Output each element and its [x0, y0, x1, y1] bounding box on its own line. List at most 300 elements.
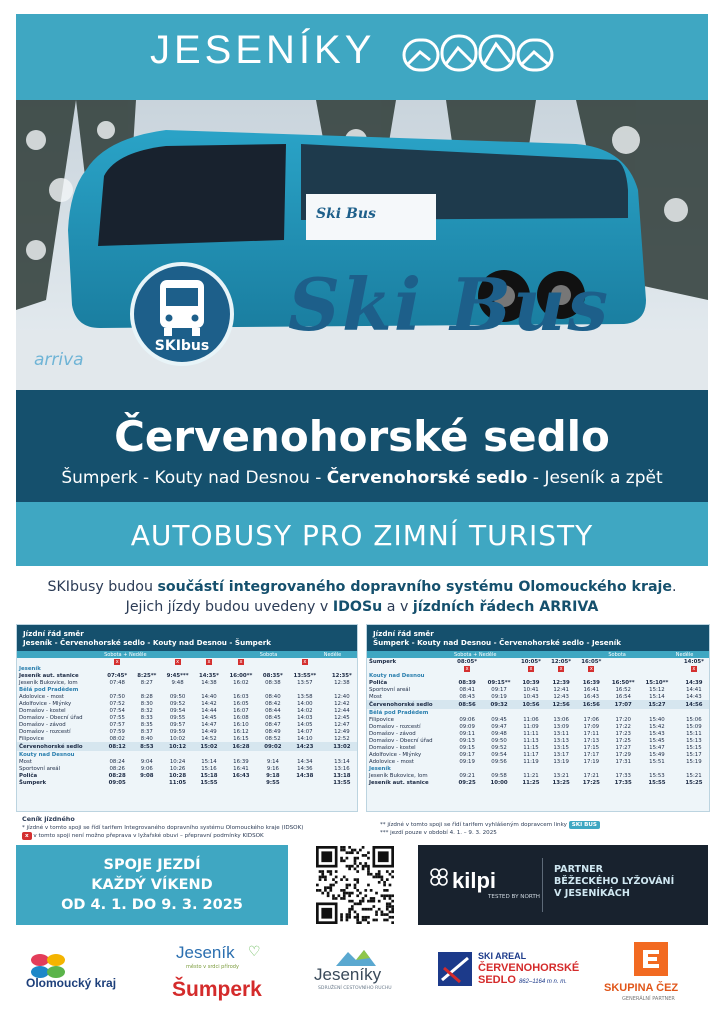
- departure-time: [640, 709, 674, 716]
- stop-name: Jeseník: [19, 665, 41, 672]
- departure-time: [132, 751, 161, 758]
- qr-cell: [356, 878, 359, 881]
- no-ski-boots-icon: x: [176, 658, 180, 665]
- stop-name: Adolovice - most: [19, 693, 64, 700]
- qr-cell: [386, 905, 389, 908]
- stop-name: Šumperk: [19, 779, 47, 786]
- departure-time: 09:09: [459, 723, 475, 730]
- qr-cell: [340, 857, 343, 860]
- qr-cell: [389, 897, 392, 900]
- departure-time: 14:34: [297, 758, 313, 765]
- departure-time: [132, 686, 161, 693]
- intro-b1: součástí integrovaného dopravního systému Olomouckého kraje: [157, 579, 673, 595]
- departure-time: 11:15: [523, 744, 539, 751]
- departure-time: 15:15: [686, 744, 702, 751]
- departure-time: 14:45: [201, 714, 217, 721]
- departure-time: 09:55: [169, 714, 186, 721]
- ski-bus-tag: SKI BUS: [569, 821, 600, 829]
- qr-cell: [386, 889, 389, 892]
- qr-cell: [351, 908, 354, 911]
- stop-name: Domašov - závod: [369, 730, 416, 737]
- departure-time: [576, 665, 606, 672]
- qr-cell: [359, 900, 362, 903]
- qr-cell: [362, 919, 365, 922]
- arriva-logo: arriva: [34, 350, 84, 370]
- departure-time: 16:39: [582, 679, 600, 686]
- qr-cell: [354, 902, 357, 905]
- departure-time: 17:11: [583, 730, 600, 737]
- departure-time: 10:26: [169, 765, 186, 772]
- qr-cell: [346, 851, 349, 854]
- departure-time: 09:54: [169, 707, 186, 714]
- jeseniky-mountain-icon: [336, 948, 376, 966]
- qr-cell: [351, 851, 354, 854]
- departure-time: 15:53: [649, 772, 665, 779]
- qr-cell: [346, 886, 349, 889]
- qr-cell: [375, 876, 378, 879]
- departure-time: [224, 658, 258, 665]
- departure-time: 15:06: [686, 716, 702, 723]
- departure-time: 08:39: [458, 679, 476, 686]
- stop-name: Domašov - Obecní úřad: [369, 737, 433, 744]
- departure-time: 8:30: [140, 700, 153, 707]
- departure-time: 9:45***: [166, 672, 189, 679]
- jesenik-tagline: město v srdci přírody: [186, 964, 239, 970]
- qr-cell: [367, 868, 370, 871]
- ttl-days-cell: Sobota + Neděle: [102, 651, 258, 658]
- qr-cell: [362, 908, 365, 911]
- weekend-line-2: KAŽDÝ VÍKEND: [91, 877, 213, 893]
- table-row: [17, 779, 357, 786]
- qr-cell: [364, 865, 367, 868]
- qr-cell: [340, 849, 343, 852]
- departure-time: 11:09: [523, 723, 539, 730]
- departure-time: 11:25: [522, 779, 540, 786]
- departure-time: [288, 658, 322, 665]
- qr-cell: [354, 857, 357, 860]
- departure-time: [606, 765, 640, 772]
- qr-cell: [372, 897, 375, 900]
- stop-name: Filipovice: [19, 735, 44, 742]
- departure-time: [327, 686, 357, 693]
- no-ski-boots-icon: x: [22, 832, 32, 840]
- qr-cell: [381, 878, 384, 881]
- departure-time: 16:05: [233, 700, 249, 707]
- qr-cell: [340, 859, 343, 862]
- qr-cell: [319, 876, 322, 879]
- sumperk-logo: Šumperk: [172, 978, 262, 1001]
- departure-time: 16:52: [615, 686, 631, 693]
- departure-time: 09:06: [459, 716, 475, 723]
- qr-cell: [389, 894, 392, 897]
- route-part-b: Červenohorské sedlo: [326, 468, 528, 488]
- departure-time: [516, 709, 546, 716]
- departure-time: 14:47: [201, 721, 217, 728]
- departure-time: 09:02: [258, 742, 288, 751]
- departure-time: 14:05: [297, 721, 313, 728]
- ski-areal-sedlo: SEDLO: [478, 974, 516, 986]
- qr-cell: [391, 876, 394, 879]
- departure-time: 09:59: [169, 728, 186, 735]
- fare-notes: [22, 815, 422, 840]
- qr-cell: [343, 897, 346, 900]
- departure-time: 13:09: [553, 723, 569, 730]
- ski-areal-altitude: 862–1164 m n. m.: [518, 979, 567, 985]
- qr-cell: [338, 894, 341, 897]
- departure-time: 08:05*: [457, 658, 478, 665]
- departure-time: [224, 665, 258, 672]
- departure-time: 14:23: [288, 742, 322, 751]
- stop-name: Bělá pod Pradědem: [369, 709, 429, 716]
- departure-time: [482, 672, 516, 679]
- departure-time: 13:58: [297, 693, 313, 700]
- table-row: [17, 735, 357, 742]
- stop-name: Bělá pod Pradědem: [19, 686, 79, 693]
- departure-time: [576, 709, 606, 716]
- qr-cell: [367, 908, 370, 911]
- qr-cell: [340, 846, 343, 849]
- qr-cell: [375, 911, 378, 914]
- departure-time: 13:18: [333, 772, 351, 779]
- departure-time: 17:19: [583, 758, 600, 765]
- qr-cell: [332, 884, 335, 887]
- departure-time: 07:57: [109, 721, 125, 728]
- departure-time: [258, 686, 288, 693]
- departure-time: [288, 751, 322, 758]
- ttl-days-cell: Sobota: [258, 651, 322, 658]
- departure-time: 14:49: [201, 728, 217, 735]
- departure-time: 09:21: [459, 772, 475, 779]
- departure-time: 10:12: [161, 742, 194, 751]
- qr-cell: [324, 886, 327, 889]
- olomoucky-logo: Olomoucký kraj: [26, 976, 117, 990]
- departure-time: 07:54: [109, 707, 125, 714]
- qr-cell: [343, 846, 346, 849]
- departure-time: 09:19: [459, 758, 475, 765]
- qr-cell: [367, 900, 370, 903]
- departure-time: [679, 765, 709, 772]
- note-3: ** jízdné v tomto spoji se řídí tarifem vyhlášeným dopravcem linky: [380, 822, 567, 828]
- qr-cell: [370, 897, 373, 900]
- departure-time: 15:40: [649, 716, 665, 723]
- departure-time: 9:48: [171, 679, 184, 686]
- departure-time: [161, 751, 194, 758]
- departure-time: 07:55: [109, 714, 125, 721]
- departure-time: [546, 709, 576, 716]
- departure-time: 09:15: [459, 744, 475, 751]
- departure-time: 16:05*: [581, 658, 602, 665]
- kilpi-knot-icon: [428, 866, 450, 888]
- departure-time: 12:39: [552, 679, 570, 686]
- departure-time: 16:07: [233, 707, 249, 714]
- departure-time: 14:41: [686, 686, 702, 693]
- intro-b3: jízdních řádech ARRIVA: [412, 599, 599, 615]
- qr-cell: [364, 919, 367, 922]
- qr-cell: [346, 892, 349, 895]
- qr-cell: [362, 868, 365, 871]
- qr-cell: [329, 886, 332, 889]
- departure-time: 08:56: [452, 700, 482, 709]
- intro-p3: a v: [382, 599, 413, 615]
- qr-cell: [391, 908, 394, 911]
- qr-cell: [356, 851, 359, 854]
- departure-time: 8:37: [140, 728, 153, 735]
- departure-time: [258, 751, 288, 758]
- qr-cell: [324, 889, 327, 892]
- qr-cell: [367, 921, 370, 924]
- tt-right-head1: Jízdní řád směr: [373, 629, 434, 638]
- qr-cell: [346, 913, 349, 916]
- qr-cell: [348, 884, 351, 887]
- mountains-logo-icon: [400, 30, 556, 80]
- departure-time: 14:40: [201, 693, 217, 700]
- table-row: [367, 709, 709, 716]
- skibus-label: SKIbus: [154, 338, 210, 354]
- departure-time: 14:52: [201, 735, 217, 742]
- departure-time: [679, 672, 709, 679]
- qr-cell: [329, 889, 332, 892]
- qr-cell: [389, 873, 392, 876]
- departure-time: 09:47: [491, 723, 507, 730]
- departure-time: 15:16: [201, 765, 217, 772]
- kilpi-divider: [542, 858, 543, 912]
- departure-time: 14:10: [297, 735, 313, 742]
- qr-cell: [348, 868, 351, 871]
- qr-cell: [370, 889, 373, 892]
- departure-time: 09:11: [459, 730, 475, 737]
- departure-time: 17:25: [582, 779, 600, 786]
- departure-time: 14:38: [296, 772, 314, 779]
- qr-cell: [354, 868, 357, 871]
- intro-p2: . Jejich jízdy budou uvedeny v: [125, 579, 677, 615]
- qr-cell: [321, 870, 324, 873]
- stop-name: Most: [19, 758, 32, 765]
- departure-time: 15:11: [686, 730, 702, 737]
- kilpi-logo: kilpi: [452, 868, 497, 893]
- qr-cell: [348, 916, 351, 919]
- stop-name: Adolovice - most: [369, 758, 414, 765]
- qr-cell: [335, 876, 338, 879]
- qr-cell: [383, 913, 386, 916]
- departure-time: 15:55: [200, 779, 218, 786]
- departure-time: 10:28: [169, 772, 187, 779]
- table-row: [17, 714, 357, 721]
- departure-time: [102, 665, 132, 672]
- departure-time: 16:41: [583, 686, 600, 693]
- ttr-days-cell: [367, 651, 452, 658]
- departure-time: [640, 765, 674, 772]
- qr-cell: [362, 865, 365, 868]
- note-1: * jízdné v tomto spoji se řídí tarifem Integrovaného dopravního systému Olomouckého kraje (IDSOK): [22, 825, 304, 831]
- cez-tagline: GENERÁLNÍ PARTNER: [622, 996, 675, 1002]
- qr-cell: [348, 851, 351, 854]
- qr-cell: [367, 865, 370, 868]
- table-row: [17, 765, 357, 772]
- departure-time: 15:09: [686, 723, 702, 730]
- stop-name: Adolfovice - Mlýnky: [19, 700, 72, 707]
- departure-time: 11:05: [169, 779, 187, 786]
- qr-cell: [351, 905, 354, 908]
- departure-time: 13:06: [553, 716, 569, 723]
- no-ski-boots-icon: x: [559, 665, 563, 672]
- departure-time: [102, 686, 132, 693]
- departure-time: 17:07: [606, 700, 640, 709]
- table-row: [367, 665, 709, 672]
- ttr-days-cell: Neděle: [674, 651, 709, 658]
- note-3-row: [380, 821, 700, 829]
- stop-name: Sportovní areál: [369, 686, 411, 693]
- ski-areal-line-2: ČERVENOHORSKÉ: [478, 962, 580, 974]
- departure-time: 08:47: [265, 721, 281, 728]
- departure-time: 10:05*: [520, 658, 541, 665]
- qr-cell: [332, 894, 335, 897]
- qr-cell: [362, 897, 365, 900]
- qr-cell: [354, 849, 357, 852]
- qr-cell: [386, 913, 389, 916]
- qr-code-icon[interactable]: [316, 846, 394, 924]
- departure-time: 16:00**: [229, 672, 253, 679]
- qr-cell: [343, 849, 346, 852]
- qr-cell: [389, 884, 392, 887]
- departure-time: 13:13: [553, 737, 569, 744]
- qr-cell: [348, 894, 351, 897]
- departure-time: 10:56: [516, 700, 546, 709]
- qr-cell: [383, 881, 386, 884]
- qr-cell: [364, 916, 367, 919]
- qr-cell: [375, 892, 378, 895]
- partner-line-2: BĚŽECKÉHO LYŽOVÁNÍ: [554, 876, 675, 887]
- departure-time: 9:55: [266, 779, 280, 786]
- departure-time: [482, 665, 516, 672]
- qr-cell: [354, 884, 357, 887]
- departure-time: [606, 665, 640, 672]
- departure-time: 16:08: [233, 714, 249, 721]
- departure-time: 16:10: [233, 721, 249, 728]
- departure-time: 09:15**: [487, 679, 511, 686]
- departure-time: 14:07: [297, 728, 313, 735]
- qr-cell: [351, 849, 354, 852]
- table-row: [17, 728, 357, 735]
- departure-time: 07:50: [109, 693, 125, 700]
- weekend-line-3: OD 4. 1. DO 9. 3. 2025: [61, 897, 243, 913]
- departure-time: [288, 665, 322, 672]
- departure-time: 16:02: [233, 679, 249, 686]
- departure-time: [516, 765, 546, 772]
- weekend-text: [16, 855, 288, 915]
- qr-cell: [372, 905, 375, 908]
- qr-cell: [329, 873, 332, 876]
- departure-time: 14:02: [297, 707, 313, 714]
- departure-time: 08:12: [102, 742, 132, 751]
- qr-cell: [351, 892, 354, 895]
- qr-cell: [327, 886, 330, 889]
- qr-cell: [335, 870, 338, 873]
- table-row: [367, 658, 709, 665]
- qr-cell: [348, 900, 351, 903]
- departure-time: 09:57: [169, 721, 186, 728]
- departure-time: 15:13: [686, 737, 702, 744]
- departure-time: 17:06: [583, 716, 600, 723]
- departure-time: 15:49: [649, 751, 665, 758]
- qr-cell: [346, 857, 349, 860]
- departure-time: [640, 665, 674, 672]
- departure-time: 07:45*: [107, 672, 128, 679]
- departure-time: 07:48: [109, 679, 125, 686]
- stop-name: Domašov - Obecní úřad: [19, 714, 83, 721]
- qr-cell: [367, 873, 370, 876]
- departure-time: 15:51: [649, 758, 665, 765]
- no-ski-boots-icon: x: [529, 665, 533, 672]
- tt-left-head2: Jeseník - Červenohorské sedlo - Kouty nad Desnou - Šumperk: [23, 638, 272, 647]
- route-part-c: - Jeseník a zpět: [527, 468, 663, 488]
- departure-time: [452, 672, 482, 679]
- departure-time: 13:16: [334, 765, 350, 772]
- qr-cell: [340, 878, 343, 881]
- qr-cell: [383, 919, 386, 922]
- departure-time: 09:56: [491, 758, 507, 765]
- stop-name: Domašov - rozcestí: [19, 728, 71, 735]
- stop-name: Červenohorské sedlo: [17, 742, 102, 751]
- qr-cell: [375, 873, 378, 876]
- timetable-right: [366, 624, 710, 812]
- departure-time: 16:39: [233, 758, 249, 765]
- qr-cell: [364, 889, 367, 892]
- qr-cell: [364, 854, 367, 857]
- table-row: [17, 772, 357, 779]
- departure-time: 11:21: [523, 772, 539, 779]
- qr-cell: [348, 892, 351, 895]
- no-ski-boots-icon: x: [303, 658, 307, 665]
- no-ski-boots-icon: x: [207, 658, 211, 665]
- qr-cell: [362, 854, 365, 857]
- intro-b2: IDOSu: [332, 599, 383, 615]
- qr-cell: [359, 849, 362, 852]
- departure-time: [452, 709, 482, 716]
- departure-time: 13:17: [553, 751, 569, 758]
- note-2: v tomto spoji není možno přeprava v lyžařské obuvi – přepravní podmínky KIDSOK: [33, 833, 264, 839]
- departure-time: [194, 665, 224, 672]
- departure-time: 16:54: [615, 693, 631, 700]
- departure-time: 15:25: [685, 779, 703, 786]
- intro-p1: SKIbusy budou: [47, 579, 158, 595]
- qr-cell: [327, 894, 330, 897]
- departure-time: 14:38: [201, 679, 217, 686]
- departure-time: [132, 665, 161, 672]
- departure-time: 12:05*: [551, 658, 572, 665]
- timetable-left-header: [17, 625, 357, 651]
- departure-time: [516, 672, 546, 679]
- qr-cell: [316, 884, 319, 887]
- ttl-days-cell: Neděle: [322, 651, 357, 658]
- no-ski-boots-icon: x: [239, 658, 243, 665]
- qr-cell: [356, 921, 359, 924]
- departure-time: 17:23: [615, 730, 631, 737]
- departure-time: [482, 765, 516, 772]
- departure-time: 17:17: [583, 751, 600, 758]
- departure-time: 17:31: [615, 758, 631, 765]
- qr-cell: [354, 886, 357, 889]
- departure-time: [576, 765, 606, 772]
- departure-time: 11:19: [523, 758, 539, 765]
- qr-cell: [321, 892, 324, 895]
- departure-time: [546, 672, 576, 679]
- page-title: Červenohorské sedlo: [114, 412, 610, 461]
- departure-time: 8:25**: [137, 672, 157, 679]
- ski-bus-script-title: Ski Bus: [288, 262, 611, 347]
- qr-cell: [372, 876, 375, 879]
- departure-time: 09:48: [491, 730, 507, 737]
- table-row: [367, 672, 709, 679]
